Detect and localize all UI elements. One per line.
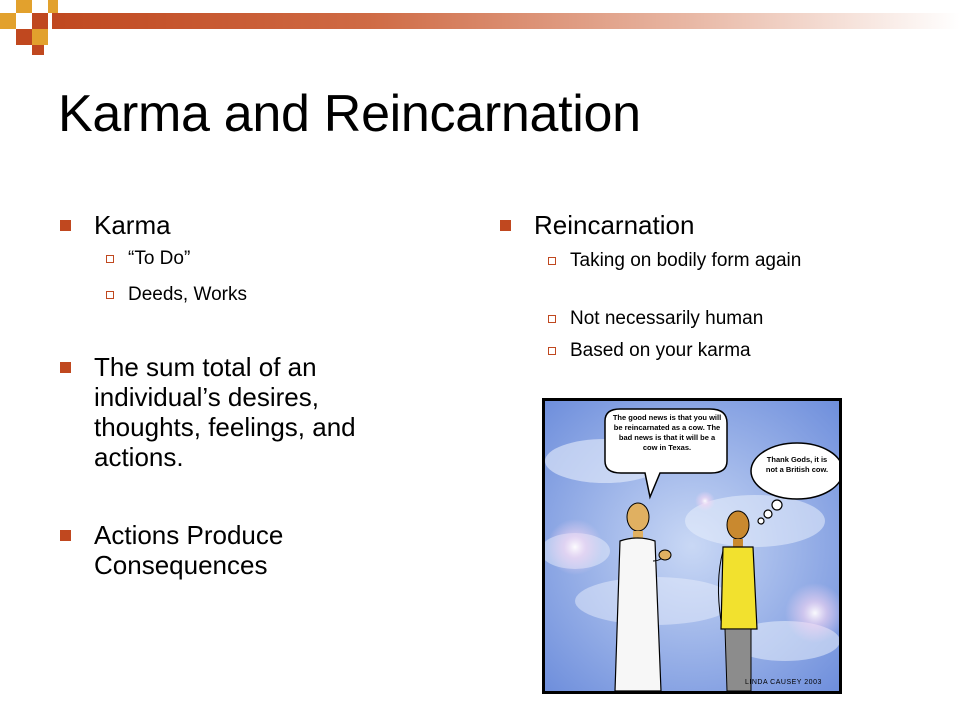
subbullet-text: Not necessarily human xyxy=(570,308,764,329)
square-bullet-icon xyxy=(500,220,511,231)
speech-bubble-text: The good news is that you will be reincarnated as a cow. The bad news is that it will be a cow in Texas. xyxy=(612,413,722,452)
bullet-actions xyxy=(60,520,432,580)
deco-square xyxy=(32,45,44,55)
bullet-reincarnation xyxy=(500,210,900,240)
subbullet-bodily-form xyxy=(548,250,858,272)
deco-square xyxy=(48,0,58,13)
deco-square xyxy=(16,0,32,13)
bullet-text: Karma xyxy=(94,210,171,240)
left-column xyxy=(60,0,460,720)
bullet-text: The sum total of an individual’s desires, thoughts, feelings, and actions. xyxy=(94,352,356,472)
subbullet-to-do xyxy=(106,248,446,270)
subbullet-not-human xyxy=(548,308,888,330)
subbullet-text: Based on your karma xyxy=(570,340,751,361)
subbullet-text: Taking on bodily form again xyxy=(570,250,802,271)
hollow-square-bullet-icon xyxy=(548,315,556,323)
artist-signature: LINDA CAUSEY 2003 xyxy=(745,679,822,686)
deco-square xyxy=(32,29,48,45)
square-bullet-icon xyxy=(60,530,71,541)
thought-bubble-text: Thank Gods, it is not a British cow. xyxy=(765,455,829,474)
bullet-karma xyxy=(60,210,450,240)
deco-square xyxy=(0,13,16,29)
deco-square xyxy=(32,13,48,29)
subbullet-karma xyxy=(548,340,888,362)
square-bullet-icon xyxy=(60,362,71,373)
bullet-text: Actions Produce Consequences xyxy=(94,520,284,580)
hollow-square-bullet-icon xyxy=(106,291,114,299)
subbullet-deeds xyxy=(106,284,446,306)
subbullet-text: “To Do” xyxy=(128,248,191,269)
bullet-sum-total xyxy=(60,352,432,472)
bullet-text: Reincarnation xyxy=(534,210,695,240)
hollow-square-bullet-icon xyxy=(106,255,114,263)
slide-title: Karma and Reincarnation xyxy=(58,85,641,143)
cartoon-image xyxy=(542,398,842,694)
hollow-square-bullet-icon xyxy=(548,257,556,265)
deco-square xyxy=(16,29,32,45)
subbullet-text: Deeds, Works xyxy=(128,284,247,305)
hollow-square-bullet-icon xyxy=(548,347,556,355)
square-bullet-icon xyxy=(60,220,71,231)
